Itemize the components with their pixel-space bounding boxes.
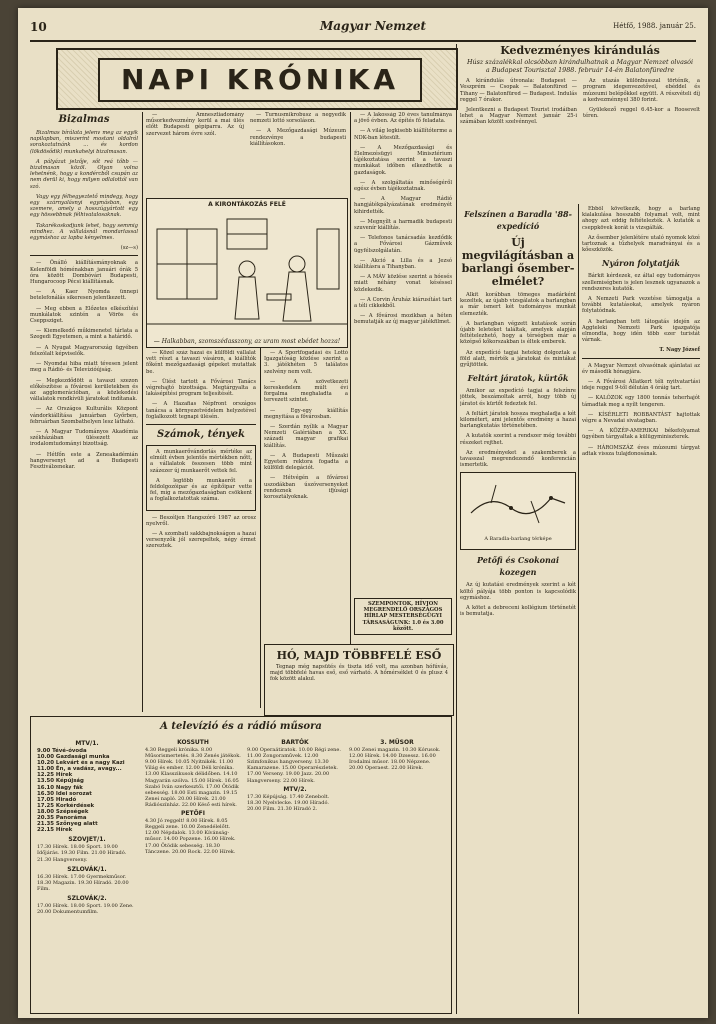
column-2-top-right — [250, 112, 346, 196]
news-item: — A Kaer Nyomda ünnepi betelefonálás sikeresen jelentkezett. — [30, 289, 138, 302]
weather-box — [264, 644, 454, 716]
news-item: — Turnusmikrobusz a negyedik nemzeti lottó sorsoláson. — [250, 112, 346, 125]
feltart-heading: Feltárt járatok, kürtők — [467, 373, 569, 384]
tv-radio-heading: A televízió és a rádió műsora — [160, 721, 322, 732]
news-item: — Kiemelkedő műkimenetel tárlata a Szegedi Egyetemen, a mint a határidő. — [30, 328, 138, 341]
ad-box: SZEMPONTOK, HÍVJON MEGRENDELŐ ORSZÁGOS HÍRLAP MESTERSÉGÜGYI TÁRSASÁGUNK: 1.0 és 3.00 között. — [354, 598, 452, 635]
megvilagitas-text: Alkit korábban tömeges madárként kezeltek, az újabb vizsgálatok a barlangban a már ismert két tudományos munkát elemezték. — [460, 292, 576, 317]
page-number: 10 — [30, 20, 47, 34]
news-item: — Egy-egy kiállítás megnyitása a fővárosban. — [264, 407, 348, 420]
news-item: — A lakosság 20 éves tanulmánya a jövő évben. Az építés fő feladata. — [354, 112, 452, 125]
bizalmas-p2: A pályázat jelzője, sőt reá tőbb — bizalmasan közöl. Olyan volna lehetnénk, hogy a kondércből csupán az nem derül ki, hogy milyen odlalottól van szó. — [30, 158, 138, 190]
szamok-box: A munkaerővándorlás mértéke az elmúlt évben jelentős mértékben nőtt, a vállalatok összesen több mint százezer új munkaerőt vettek fel. A legtöbb munkaerőt a feldolgozóipar és az építőipar vette fel, míg a mezőgazdaságban csökkent a foglalkoztatottak száma. — [146, 445, 256, 511]
felszinen-heading: Felszínen a Baradla '88-expedíció — [464, 209, 572, 231]
cartoon-caption: — Halkabban, szomszédasszony, az uram most ebédet hozza! — [153, 338, 341, 345]
megvilagitas-heading: Új megvilágításban a barlangi ősember-elmélet? — [461, 236, 575, 288]
baradla-map — [460, 472, 576, 550]
col3-box — [354, 598, 452, 642]
kirandulas-subtitle: Húsz százalékkal olcsóbban kirándulhatnak a Magyar Nemzet olvasói a Budapest Tourisztal 1988. február 14-én Balatonfüredre — [466, 58, 694, 74]
tv-channel-szlovak2: SZLOVÁK/2. — [67, 894, 107, 902]
news-item: — A szolgáltatás minőségéről egész évben tájékoztatnak. — [354, 179, 452, 193]
tv-channel-szlovak1: SZLOVÁK/1. — [67, 865, 107, 873]
news-item: — Megnyílt a harmadik budapesti szuvenír kiállítás. — [354, 218, 452, 232]
weather-heading: HÓ, MAJD TÖBBFELÉ ESŐ — [276, 649, 442, 662]
kirandulas-title: Kedvezményes kirándulás — [500, 44, 660, 57]
news-item: — Meg ebben a Előzetes elkészítési munkálatok szintén a Vörös és Cseppsziget. — [30, 305, 138, 325]
szamok-tenyek-heading: Számok, tények — [157, 429, 245, 441]
cartoon-title: A KIRONTÁKOZÁS FELÉ — [208, 201, 286, 208]
news-item: — A Mezőgazdasági Múzeum rendezvénye a budapesti kiállításokon. — [250, 128, 346, 147]
column-2-lower: — Közel száz hazai és külföldi vállalat vett részt a tavaszi vásáron, a kiállítók főként mezőgazdasági gépeket mutattak be. — Ülést tartott a Fővárosi Tanács végrehajtó bizottsága. Megtárgyalta a lakásépítési program teljesítését. — A Hazafias Népfront országos tanácsa a környezetvédelem helyzetével foglalkozott tegnapi ülésén. Számok, tények A munkaerővándorlás mértéke az elmúlt évben jelentős mértékben nőtt, a vállalatok összesen több mint százezer új munkaerőt vettek fel. A legtöbb munkaerőt a feldolgozóipar és az építőipar vette fel, míg a mezőgazdaságban csökkent a foglalkoztatottak száma. — Beszéljen Hangszóró 1987 az orosz nyelvről. — A szombati sakkbajnokságon a hazai versenyzők jól szerepeltek, négy érmet szereztek. — [146, 350, 256, 550]
baradla-article: Felszínen a Baradla '88-expedíció Új megvilágításban a barlangi ősember-elmélet? Alkit korábban tömeges madárként kezeltek, az újabb vizsgálatok a barlangban a már ismert két tudományos munkát elemezték. A barlangban végzett kutatások során újabb leleteket találtak, amelyek alapján feltételezhető, hogy a térségben már a középső kőkorszakban is éltek emberek. Az expedíció tagjai hetekig dolgoztak a föld alatt, mérték a járatokat és mintákat gyűjtöttek. Feltárt járatok, kürtők Amikor az expedíció tagjai a felszínre jöttek, beszámoltak arról, hogy több új járatot és kürtőt fedeztek fel. A feltárt járatok hossza meghaladja a két kilométert, ami jelentős eredmény a hazai barlangkutatás történetében. A kutatók szerint a rendszer még további részeket rejthet. Az eredményeket a szakemberek a tavasszal megrendezendő konferencián ismertetik. A Baradla-barlang térképe Petőfi és Csokonai kozegen Az új kutatási eredmények szerint a két költő pályája több ponton is kapcsolódik egymáshoz. A kötet a debreceni kollégium történetét is bemutatja. — [460, 209, 576, 618]
tv-channel-mtv1: MTV/1. — [75, 740, 99, 747]
napi-kronika-banner — [56, 48, 458, 110]
news-item: — Akció a Lilla és a Jezsó kiállításra a Tihanyban. — [354, 257, 452, 271]
issue-date: Hétfő, 1988. január 25. — [613, 22, 696, 30]
news-item: — A világ legkisebb kiállítóterme a NDK-ban létesült. — [354, 128, 452, 141]
news-item: — Önálló kiállításmányoknak a Kelenföldi hóménakban januári órák 5 óra között Dombóvári Budapesti, Hungarocoop Pécsi kiállításnak. — [30, 260, 138, 286]
news-item: — Beszéljen Hangszóró 1987 az orosz nyelvről. — [146, 514, 256, 527]
bizalmas-p3: Vagy egy félhegyeztető mindegy, hogy egy szárnyalásnyi egymásban, egy szemere, amely a hosszúgyártott egy egy hössebbnak félhivatalosaknak. — [30, 193, 138, 219]
author-signature: T. Nagy József — [659, 347, 700, 354]
kirandulas-article: Kedvezményes kirándulás Húsz százalékkal olcsóbban kirándulhatnak a Magyar Nemzet olvasói a Budapest Tourisztal 1988. február 14-én Balatonfüredre A kirándulás útvonala: Budapest — Veszprém — Csopak — Balatonfüred — Tihany — Balatonfüred — Budapest. Indulás reggel 7 órakor. Jelentkezni a Budapest Tourist irodáiban lehet a Magyar Nemzet január 25-i számában közölt szelvénnyel. Az utazás különbusszal történik, a program idegenvezetővel, ebéddel és múzeumi belépőkkel együtt. A részvételi díj a kedvezménnyel 380 forint. Gyülekező reggel 6.45-kor a Roosevelt téren. — [460, 44, 700, 126]
bizalmas-signature: (sz—s) — [120, 245, 138, 252]
column-2-top-left — [146, 112, 244, 196]
tv-channel-szovjet1: SZOVJET/1. — [68, 836, 106, 844]
news-item: — A Sportfogadási és Lottó Igazgatóság közlése szerint a 3. játékhéten 5 találatos szelvény nem volt. — [264, 350, 348, 375]
nyaron-text: Bárkit kérdezek, ez által egy tudományos szellemiségben is jelen lesznek ugyanazok a rendszeres kutatók. — [582, 273, 700, 292]
newspaper-page — [18, 8, 708, 1018]
news-item: — Amnesztiadomány műsorkedvezmény kerül a mai ülés előtt Budapesti gépiparra. Az új szervezet három évre szól. — [146, 112, 244, 137]
cave-map-icon — [461, 473, 575, 533]
column-4-right: Ebből következik, hogy a barlang kialakulása hosszabb folyamat volt, mint ahogy azt eddig feltételezték. A kutatók a cseppkövek korát is vizsgálták. Az ősember jelenlétére utaló nyomok közé tartoznak a tűzhelyek maradványai és a kőeszközök. Nyáron folytatják Bárkit kérdezek, ez által egy tudományos szellemiségben is jelen lesznek ugyanazok a rendszeres kutatók. A Nemzeti Park vezetése támogatja a további kutatásokat, amelyek nyáron folytatódnak. A barlangban tett látogatás idején az Aggteleki Nemzeti Park igazgatója elmondta, hogy idén több ezer turistát várnak. T. Nagy József A Magyar Nemzet olvasóinak ajánlatai az év második hónapjára. — A Fővárosi Állatkert téli nyitvatartási ideje reggel 9-től délután 4 óráig tart. — KALÓZOK egy 1800 tonnás teherhajót támadtak meg a nyílt tengeren. — KÍSÉRLETI ROBBANTÁST hajtottak végre a Nevadai sivatagban. — A KÖZÉP-AMERIKAI békefolyamat ügyében tárgyaltak a külügyminiszterek. — HÁROMSZÁZ éves múzeumi tárgyat adtak vissza tulajdonosának. — [582, 206, 700, 457]
kirandulas-text: A kirándulás útvonala: Budapest — Veszprém — Csopak — Balatonfüred — Tihany — Balatonfüred — Budapest. Indulás reggel 7 órakor. — [460, 78, 577, 103]
news-item: — Nyomdai hiba miatt tévesen jelent meg a Rádió- és Televízióújság. — [30, 361, 138, 374]
nyaron-heading: Nyáron folytatják — [602, 258, 680, 269]
bizalmas-p4: Takarékoskodjunk lehet, hogy semmig mindhez. A vállalásnál mondarlassal egymáshoz az lapba kényelmes. — [30, 222, 138, 242]
map-caption: A Baradla-barlang térképe — [484, 535, 552, 542]
column-1: Bizalmas Bizalmas bírálata jelenv meg az egyik napilapban, miszerint mostani oldalról sorakoztatnánk ... és kordon (lökdösődik) munkahelyi bizalmasan. A pályázat jelzője, sőt reá tőbb — bizalmasan közöl. Olyan volna lehetnénk, hogy a kondércből csupán az nem derül ki, hogy milyen odlalottól van szó. Vagy egy félhegyeztető mindegy, hogy egy szárnyalásnyi egymásban, egy szemere, amely a hosszúgyártott egy egy hössebbnak félhivatalosaknak. Takarékoskodjunk lehet, hogy semmig mindhez. A vállalásnál mondarlassal egymáshoz az lapba kényelmes. (sz—s) — Önálló kiállításmányoknak a Kelenföldi hóménakban januári órák 5 óra között Dombóvári Budapesti, Hungarocoop Pécsi kiállításnak. — A Kaer Nyomda ünnepi betelefonálás sikeresen jelentkezett. — Meg ebben a Előzetes elkészítési munkálatok szintén a Vörös és Cseppsziget. — Kiemelkedő műkimenetel tárlata a Szegedi Egyetemen, a mint a határidő. — A Nyugat Magyarország ügyében felszólalt képviselők. — Nyomdai hiba miatt tévesen jelent meg a Rádió- és Televízióújság. — Megkezdődött a tavaszi szezon előkészítése a fővárosi kerületekben és az agglomerációban, a közlekedési vállalatok rendkívüli járatokat indítanak. — Az Országos Kulturális Központ vándorkiállítása januárban Győrben, februárban Szombathelyen lesz látható. — A Magyar Tudományos Akadémia székházában ülésezett az irodalomtudományi bizottság. — Hétfőn este a Zeneakadémián hangversenyt ad a Budapesti Fesztiválzenekar. — [30, 114, 138, 470]
column-3: — A lakosság 20 éves tanulmánya a jövő évben. Az építés fő feladata. — A világ legkisebb kiállítóterme a NDK-ban létesült. — A Mezőgazdasági és Élelmezésügyi Minisztérium tájékoztatása szerint a tavaszi munkákat időben elkezdhetik a gazdaságok. — A szolgáltatás minőségéről egész évben tájékoztatnak. — A Magyar Rádió hangjátékpályázatának eredményét kihirdették. — Megnyílt a harmadik budapesti szuvenír kiállítás. — Telefonos tanácsadás kezdődik a Fővárosi Gázművek ügyfélszolgálatán. — Akció a Lilla és a Jezsó kiállításra a Tihanyban. — A MÁV közlése szerint a hóesés miatt néhány vonat késéssel közlekedik. — A Corvin Áruház kiárusítást tart a téli cikkekből. — A fővárosi mozikban a héten bemutatják az új magyar játékfilmet. — [354, 112, 452, 326]
masthead — [30, 18, 696, 42]
szamok-text: A munkaerővándorlás mértéke az elmúlt évben jelentős mértékben nőtt, a vállalatok összesen több mint százezer új munkaerőt vettek fel. — [150, 449, 252, 474]
news-item: — A Nyugat Magyarország ügyében felszólalt képviselők. — [30, 344, 138, 357]
column-2-lower-right: — A Sportfogadási és Lottó Igazgatóság közlése szerint a 3. játékhéten 5 találatos szelvény nem volt. — A szövetkezeti kereskedelem múlt évi forgalma meghaladta a tervezett szintet. — Egy-egy kiállítás megnyitása a fővárosban. — Szerdán nyílik a Magyar Nemzeti Galériában a XX. századi magyar grafikai kiállítás. — A Budapesti Műszaki Egyetem rektora fogadta a külföldi delegációt. — Hétvégén a fővárosi uszodákban úszóversenyeket rendeznek ifjúsági korosztályoknak. — [264, 350, 348, 501]
petofi-heading: Petőfi és Csokonai kozegen — [476, 555, 560, 578]
bizalmas-heading: Bizalmas — [58, 114, 110, 125]
weather-text: Tegnap még napsütés és tiszta idő volt, ma azonban hófúvás, majd többfelé havas eső, eső várható. A hőmérséklet 0 és plusz 4 fok között alakul. — [270, 664, 448, 683]
bizalmas-p1: Bizalmas bírálata jelenv meg az egyik napilapban, miszerint mostani oldalról sorakoztatnánk ... és kordon (lökdösődik) munkahelyi bizalmasan. — [30, 130, 138, 155]
cartoon-illustration — [146, 198, 348, 348]
napi-kronika-title: NAPI KRÓNIKA — [98, 58, 422, 102]
tv-radio-program: A televízió és a rádió műsora MTV/1. 9.00 Tévé-óvoda 10.00 Gazdasági munka 10.20 Lekvárt és a nagy Kazi 11.00 Én, a vadász, avagy... 12.25 Hírek 13.50 Képújság 16.10 Nagy fák 16.30 Idei sorozat 17.05 Hiradó 17.25 Korkérdések 18.00 Szépségek 20.35 Panoráma 21.35 Szőnyeg alatt 22.15 Hírek SZOVJET/1. 17.30 Hírek. 18.00 Sport. 19.00 Időjárás. 19.30 Film. 21.00 Híradó. 21.30 Hangverseny. SZLOVÁK/1. 16.30 Hírek. 17.00 Gyermekműsor. 18.30 Magazin. 19.30 Híradó. 20.00 Film. SZLOVÁK/2. 17.00 Hírek. 18.00 Sport. 19.00 Zene. 20.00 Dokumentumfilm. KOSSUTH 4.30 Reggeli krónika. 8.00 Műsorismertetés. 8.30 Zenés játékok. 9.00 Hírek. 10.05 Nyitnikék. 11.00 Világ és ember. 12.00 Déli krónika. 13.00 Klasszikusok délidőben. 14.10 Magyarán szólva. 15.00 Hírek. 16.05 Szabó Iván szerkesztői. 17.00 Ötödik sebesség. 18.00 Esti magazin. 19.15 Zenei napló. 20.00 Hírek. 21.00 Rádiószínház. 22.00 Késő esti hírek. PETŐFI 4.30 Jó reggelt! 8.00 Hírek. 8.05 Reggeli zene. 10.00 Zenedélelőtt. 12.00 Népdalok. 13.00 Kívánság-műsor. 14.00 Popzene. 16.00 Hírek. 17.00 Ötödik sebesség. 18.30 Tánczene. 20.00 Rock. 22.00 Hírek. BARTÓK 9.00 Operaátiratok. 10.00 Régi zene. 11.00 Zongoraművek. 12.00 Szimfonikus hangverseny. 13.30 Kamarazene. 15.00 Operarészletek. 17.00 Verseny. 19.00 Jazz. 20.00 Hangverseny. 22.00 Hírek. MTV/2. 17.30 Képújság. 17.40 Zenebolt. 18.30 Nyelvlecke. 19.00 Híradó. 20.00 Film. 21.30 Híradó 2. 3. MŰSOR 9.00 Zenei magazin. 10.30 Kórusok. 12.00 Hírek. 14.00 Dzsessz. 16.00 Irodalmi műsor. 18.00 Népzene. 20.00 Operaest. 22.00 Hírek. — [30, 716, 452, 1014]
editorial-note: A Magyar Nemzet olvasóinak ajánlatai az év második hónapjára. — [582, 362, 700, 375]
kitchen-scene-icon — [147, 209, 347, 339]
paper-title: Magyar Nemzet — [320, 19, 426, 33]
